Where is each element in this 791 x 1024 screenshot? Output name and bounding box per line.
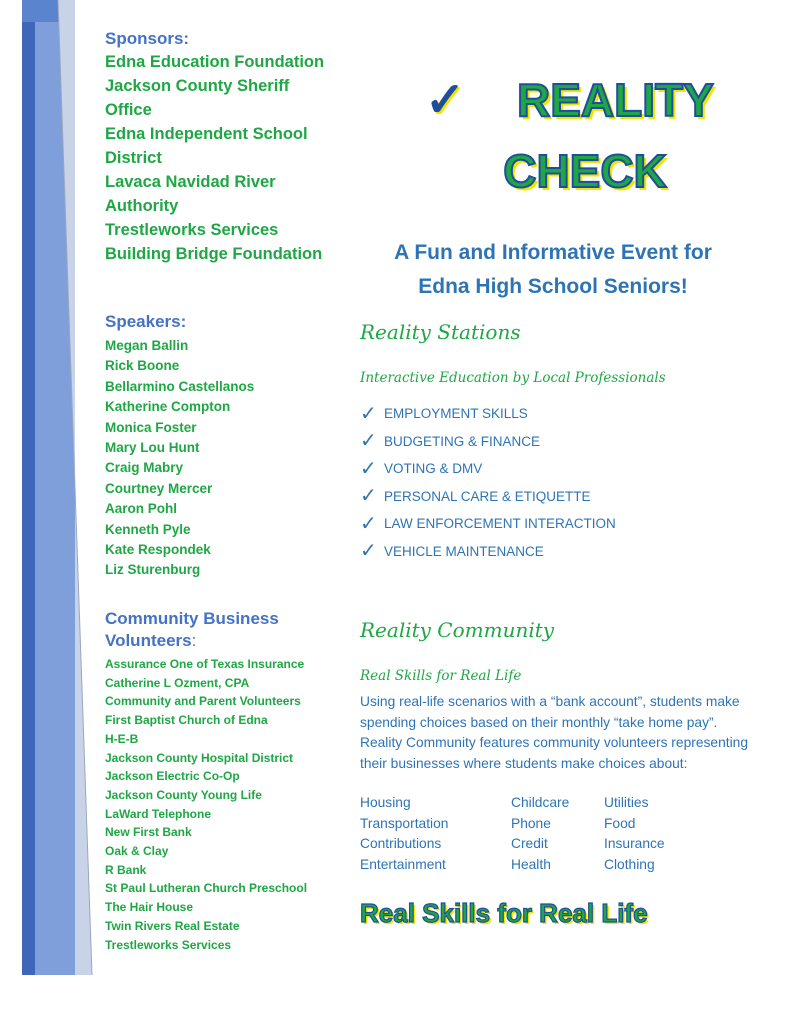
volunteers-item: Jackson County Young Life xyxy=(105,787,262,802)
community-title: Reality Community xyxy=(360,618,555,642)
choice-item: Transportation xyxy=(360,815,449,831)
sponsors-heading: Sponsors: xyxy=(105,29,190,48)
speakers-item: Mary Lou Hunt xyxy=(105,440,200,456)
checkmark-icon: ✓ xyxy=(360,485,377,508)
volunteers-item: LaWard Telephone xyxy=(105,806,212,821)
station-label: PERSONAL CARE & ETIQUETTE xyxy=(384,488,591,504)
station-item xyxy=(360,400,616,428)
stations-title: Reality Stations xyxy=(360,320,521,344)
choice-item: Utilities xyxy=(604,795,649,810)
choice-row xyxy=(360,795,665,816)
volunteers-item: Jackson County Hospital District xyxy=(105,750,294,765)
volunteers-item: H-E-B xyxy=(105,731,139,746)
station-item xyxy=(360,483,616,511)
checkmark-icon: ✓ xyxy=(360,457,377,480)
sponsors-item: District xyxy=(105,149,162,167)
station-label: LAW ENFORCEMENT INTERACTION xyxy=(384,516,616,532)
checkmark-icon: ✓ xyxy=(360,402,377,425)
speakers-item: Monica Foster xyxy=(105,419,197,435)
choice-item: Food xyxy=(604,815,636,831)
sponsors-item: Authority xyxy=(105,197,179,215)
volunteers-item: St Paul Lutheran Church Preschool xyxy=(105,881,308,896)
checkmark-icon: ✓ xyxy=(360,540,377,563)
volunteers-heading: Community Business Volunteers: xyxy=(105,609,279,650)
station-item xyxy=(360,428,616,456)
volunteers-item: Catherine L Ozment, CPA xyxy=(105,675,250,690)
speakers-item: Courtney Mercer xyxy=(105,480,213,496)
community-description: Using real-life scenarios with a “bank account”, students make spending choices based on their monthly “take home pay”. Reality Community features community volunteers representing their businesses where students make choices about: xyxy=(360,694,749,771)
station-item xyxy=(360,538,616,566)
station-label: VOTING & DMV xyxy=(384,461,483,477)
station-item xyxy=(360,510,616,538)
speakers-item: Katherine Compton xyxy=(105,399,231,415)
volunteers-item: Assurance One of Texas Insurance xyxy=(105,657,305,671)
spending-choices-grid xyxy=(360,795,665,877)
speakers-item: Bellarmino Castellanos xyxy=(105,378,255,394)
sponsors-section xyxy=(105,28,340,266)
choice-item: Clothing xyxy=(604,856,655,872)
volunteers-item: Oak & Clay xyxy=(105,844,169,859)
choice-item: Childcare xyxy=(511,795,570,810)
title-line1: REALITY xyxy=(517,74,714,126)
speakers-item: Liz Sturenburg xyxy=(105,562,201,578)
stations-list xyxy=(360,400,616,565)
event-subtitle: A Fun and Informative Event for Edna High School Seniors! xyxy=(394,241,712,298)
speakers-item: Kenneth Pyle xyxy=(105,521,191,537)
volunteers-item: First Baptist Church of Edna xyxy=(105,713,268,728)
station-label: EMPLOYMENT SKILLS xyxy=(384,406,528,422)
choice-item: Health xyxy=(511,856,551,872)
sponsors-item: Office xyxy=(105,101,152,119)
choice-item: Contributions xyxy=(360,836,442,851)
station-label: BUDGETING & FINANCE xyxy=(384,433,541,449)
stations-subtitle: Interactive Education by Local Professionals xyxy=(360,370,666,386)
checkmark-icon: ✓ xyxy=(360,512,377,535)
speakers-item: Aaron Pohl xyxy=(105,501,178,517)
choice-item: Entertainment xyxy=(360,856,446,872)
speakers-item: Craig Mabry xyxy=(105,460,184,476)
speakers-heading: Speakers: xyxy=(105,312,187,331)
sponsors-item: Building Bridge Foundation xyxy=(105,245,323,263)
volunteers-item: Trestleworks Services xyxy=(105,937,232,952)
volunteers-item: Jackson Electric Co-Op xyxy=(105,769,240,784)
check-icon: ✓ xyxy=(425,74,466,127)
volunteers-item: R Bank xyxy=(105,862,147,877)
choice-row xyxy=(360,836,665,857)
event-title xyxy=(425,72,765,198)
sponsors-item: Lavaca Navidad River xyxy=(105,173,276,191)
speakers-item: Rick Boone xyxy=(105,358,180,374)
speakers-item: Megan Ballin xyxy=(105,338,189,353)
station-item xyxy=(360,455,616,483)
volunteers-item: The Hair House xyxy=(105,900,194,915)
station-label: VEHICLE MAINTENANCE xyxy=(384,543,544,559)
title-line2: CHECK xyxy=(503,145,667,197)
sponsors-item: Jackson County Sheriff xyxy=(105,77,290,95)
checkmark-icon: ✓ xyxy=(360,430,377,453)
speakers-item: Kate Respondek xyxy=(105,542,211,558)
sponsors-item: Trestleworks Services xyxy=(105,221,279,239)
volunteers-section xyxy=(105,608,345,954)
choice-item: Housing xyxy=(360,795,411,810)
decorative-side-band xyxy=(0,0,95,1024)
footer-slogan: Real Skills for Real Life xyxy=(360,898,648,928)
volunteers-item: New First Bank xyxy=(105,825,192,840)
sponsors-item: Edna Independent School xyxy=(105,125,308,143)
choice-item: Credit xyxy=(511,836,548,851)
volunteers-item: Twin Rivers Real Estate xyxy=(105,918,240,933)
community-subtitle: Real Skills for Real Life xyxy=(360,668,522,684)
speakers-section xyxy=(105,311,254,581)
volunteers-item: Community and Parent Volunteers xyxy=(105,694,301,709)
choice-row xyxy=(360,816,665,837)
sponsors-item: Edna Education Foundation xyxy=(105,53,325,71)
choice-row xyxy=(360,857,665,878)
choice-item: Phone xyxy=(511,815,551,831)
choice-item: Insurance xyxy=(604,836,665,851)
